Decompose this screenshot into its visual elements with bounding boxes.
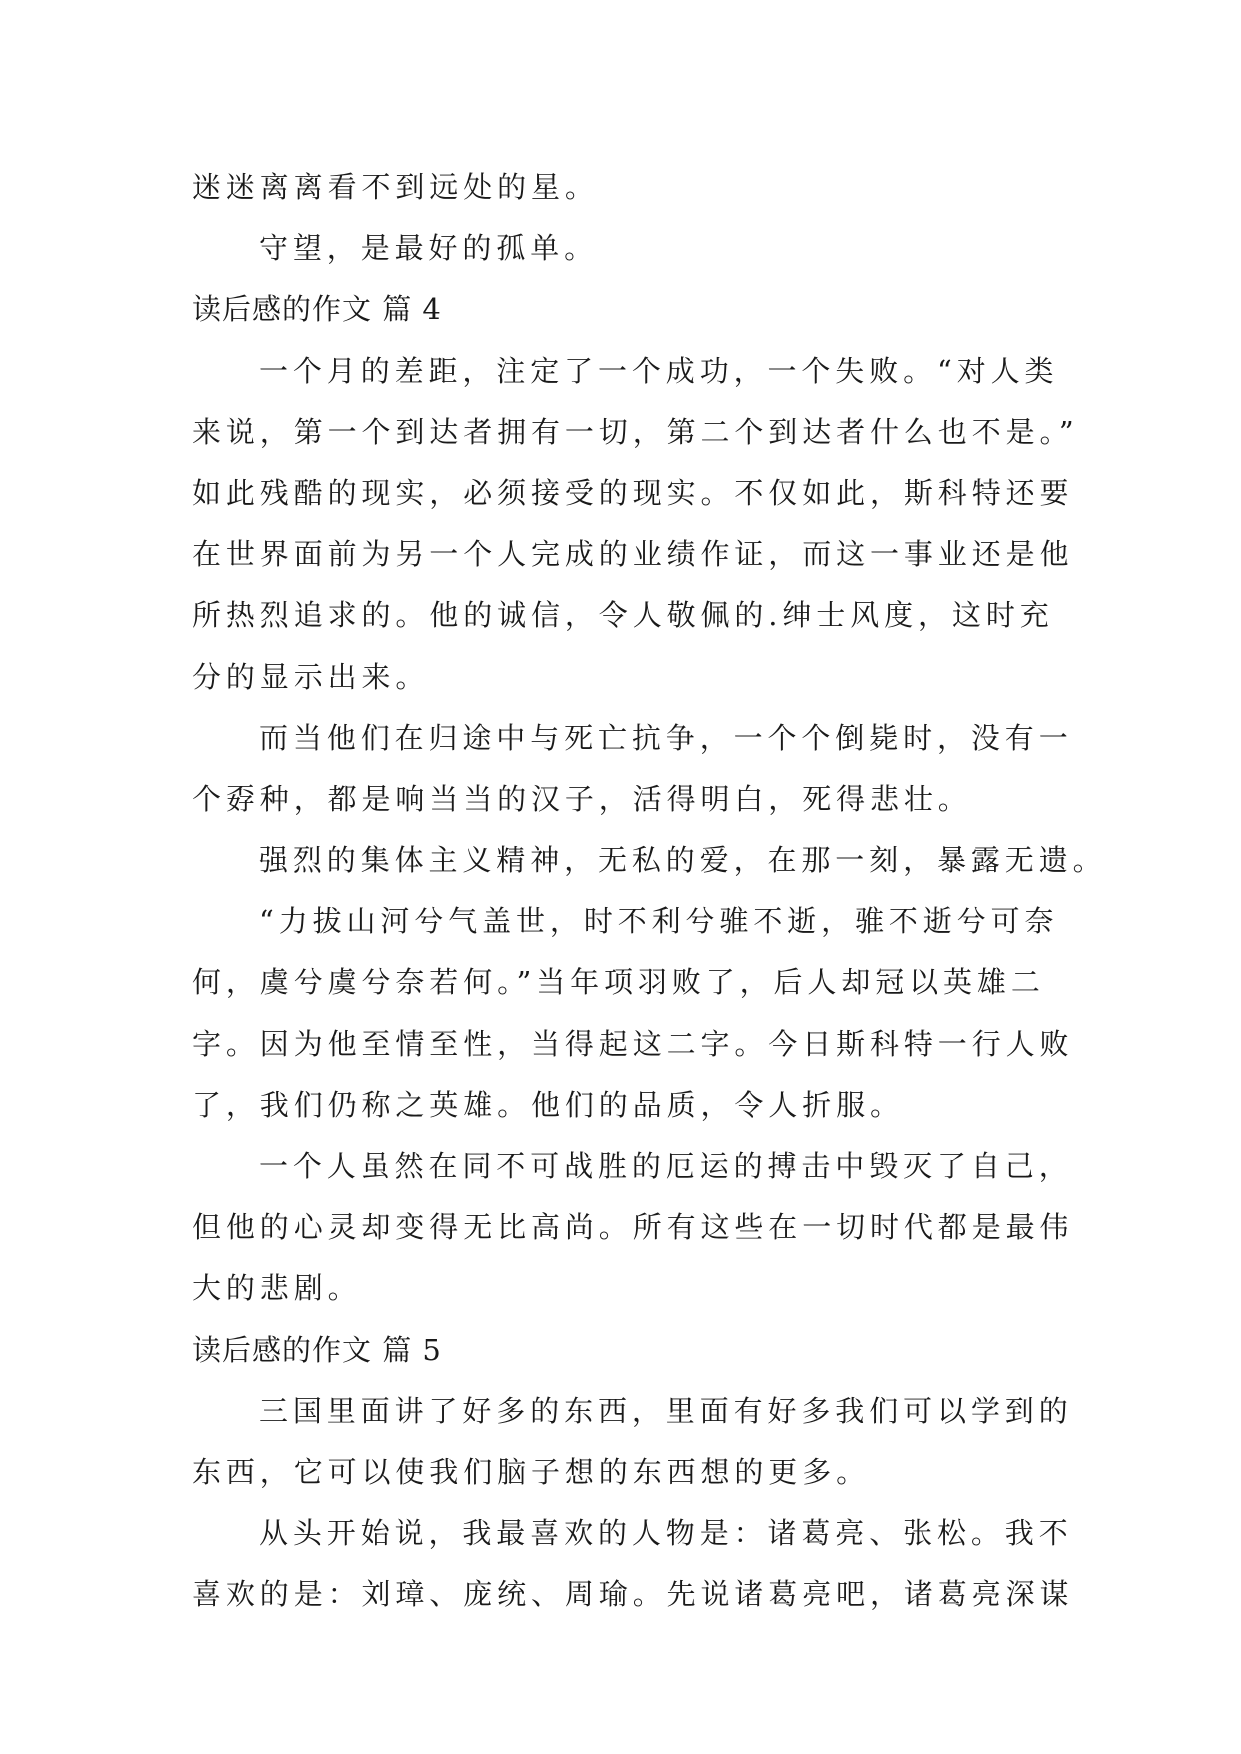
text-line: 所热烈追求的。他的诚信，令人敬佩的.绅士风度，这时充 (192, 598, 1054, 633)
text-line: 一个人虽然在同不可战胜的厄运的搏击中毁灭了自己， (259, 1149, 1073, 1183)
text-line: 了，我们仍称之英雄。他们的品质，令人折服。 (192, 1087, 904, 1122)
section-heading: 读后感的作文 篇 4 (192, 292, 442, 327)
text-line: 字。因为他至情至性，当得起这二字。今日斯科特一行人败 (192, 1026, 1074, 1061)
text-line: 三国里面讲了好多的东西，里面有好多我们可以学到的 (259, 1393, 1073, 1428)
text-line: 而当他们在归途中与死亡抗争，一个个倒毙时，没有一 (259, 720, 1073, 755)
text-line: 在世界面前为另一个人完成的业绩作证，而这一事业还是他 (192, 537, 1074, 572)
text-line: 来说，第一个到达者拥有一切，第二个到达者什么也不是。” (192, 414, 1079, 449)
text-line: “力拔山河兮气盖世，时不利兮骓不逝，骓不逝兮可奈 (259, 904, 1059, 939)
text-line: 喜欢的是：刘璋、庞统、周瑜。先说诸葛亮吧，诸葛亮深谋 (192, 1577, 1074, 1612)
text-line: 迷迷离离看不到远处的星。 (192, 170, 599, 204)
document-body (192, 157, 1107, 1626)
text-line: 从头开始说，我最喜欢的人物是：诸葛亮、张松。我不 (259, 1516, 1073, 1551)
text-line: 但他的心灵却变得无比高尚。所有这些在一切时代都是最伟 (192, 1210, 1074, 1245)
text-line: 一个月的差距，注定了一个成功，一个失败。“对人类 (259, 353, 1059, 388)
section-heading: 读后感的作文 篇 5 (192, 1332, 442, 1367)
text-line: 东西，它可以使我们脑子想的东西想的更多。 (192, 1454, 871, 1489)
text-line: 守望，是最好的孤单。 (259, 231, 599, 266)
text-line: 大的悲剧。 (192, 1271, 362, 1306)
text-line: 如此残酷的现实，必须接受的现实。不仅如此，斯科特还要 (192, 475, 1074, 510)
text-line: 何，虞兮虞兮奈若何。”当年项羽败了，后人却冠以英雄二 (192, 965, 1045, 1000)
text-line: 分的显示出来。 (192, 659, 430, 694)
text-line: 强烈的集体主义精神，无私的爱，在那一刻，暴露无遗。 (259, 843, 1107, 878)
text-line: 个孬种，都是响当当的汉子，活得明白，死得悲壮。 (192, 781, 972, 816)
